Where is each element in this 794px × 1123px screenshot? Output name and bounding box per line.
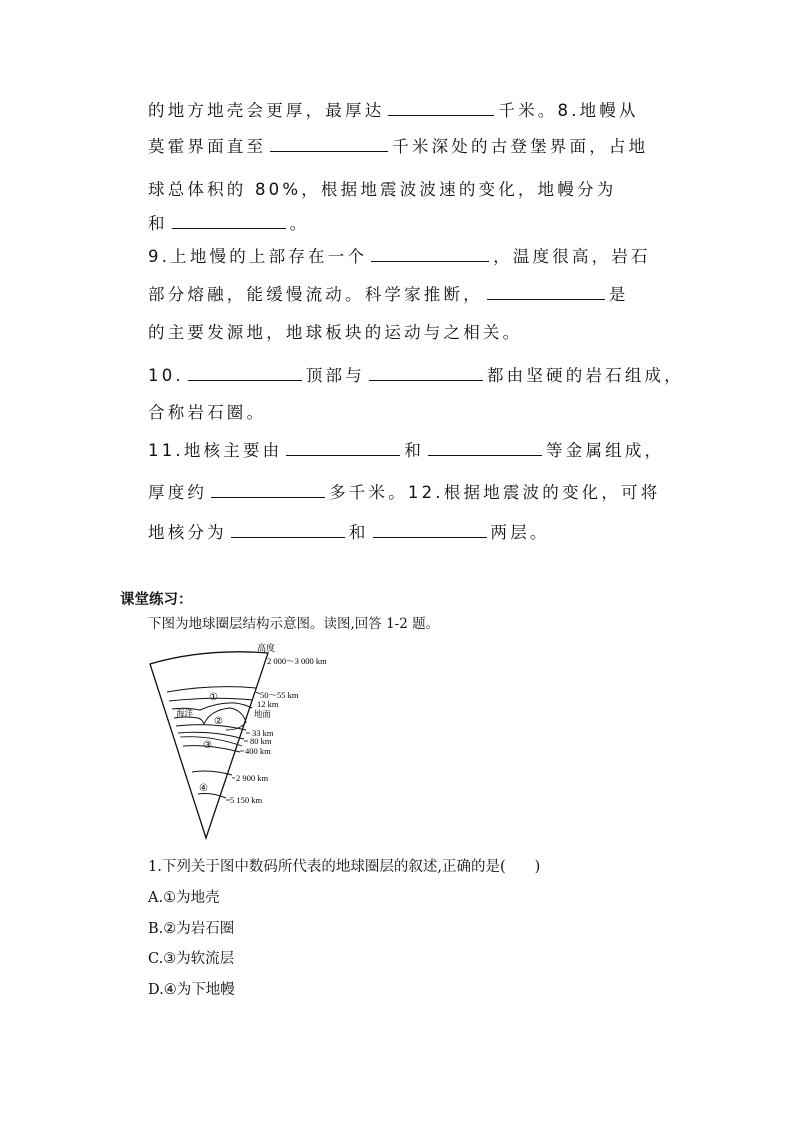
section-title: 课堂练习： [120,591,193,608]
circle-label-2: ② [214,716,223,727]
label-12km: 12 km [257,699,279,709]
label-ground: 地面 [254,709,272,719]
blank-field[interactable] [270,136,388,152]
blank-field[interactable] [371,246,489,262]
option-d[interactable]: D.④为下地幔 [148,982,235,998]
text-segment: 是 [608,285,629,304]
text-line-6 [148,284,629,306]
text-segment: 的主要发源地，地球板块的运动与之相关。 [148,323,523,342]
text-segment: 顶部与 [305,366,365,385]
label-400km: 400 km [245,746,271,756]
text-segment: 千米。8.地幔从 [498,101,639,120]
text-segment: 和 [148,214,168,233]
label-ocean: 海洋 [176,708,194,718]
blank-field[interactable] [211,482,325,498]
text-segment: 11.地核主要由 [148,441,283,460]
label-5150km: 5 150 km [230,795,263,805]
text-line-3 [148,179,616,201]
blank-field[interactable] [369,365,483,381]
text-segment: 9.上地慢的上部存在一个 [148,247,368,266]
text-line-10 [148,440,664,462]
text-segment: 都由坚硬的岩石组成， [486,366,684,385]
blank-field[interactable] [373,522,487,538]
circle-label-4: ④ [199,783,208,794]
text-line-4 [148,213,309,235]
text-segment: 部分熔融，能缓慢流动。科学家推断， [148,285,483,304]
label-2900km: 2 900 km [236,773,269,783]
boundary-2900km [192,771,232,775]
boundary-5150km [198,794,226,799]
text-segment: 和 [404,441,425,460]
blank-field[interactable] [487,284,605,300]
blank-field[interactable] [172,213,286,229]
label-50km: 50～55 km [260,690,299,700]
text-segment: 合称岩石圈。 [148,403,267,422]
text-segment: 莫霍界面直至 [148,137,267,156]
ocean-floor [174,717,204,724]
figure-intro: 下图为地球圈层结构示意图。读图,回答 1-2 题。 [148,616,440,632]
option-c[interactable]: C.③为软流层 [148,951,235,967]
circle-label-3: ③ [203,740,212,751]
text-line-8 [148,365,684,387]
top-range-label: 2 000～3 000 km [267,656,327,666]
height-label: 高度 [257,643,276,653]
label-33km: 33 km [252,728,274,738]
blank-field[interactable] [231,522,345,538]
circle-label-1: ① [209,692,218,703]
text-segment: 两层。 [490,523,550,542]
text-segment: 的地方地壳会更厚，最厚达 [148,101,385,120]
text-segment: 。 [289,214,310,233]
text-segment: ，温度很高，岩石 [493,247,651,266]
text-line-11 [148,482,660,504]
option-a[interactable]: A.①为地壳 [148,890,220,906]
option-b[interactable]: B.②为岩石圈 [148,921,235,937]
blank-field[interactable] [188,365,302,381]
text-line-9 [148,402,266,424]
text-segment: 10. [148,366,184,385]
text-line-1 [148,100,639,122]
blank-field[interactable] [428,440,542,456]
text-line-5 [148,246,651,268]
text-segment: 千米深处的古登堡界面，占地 [392,137,649,156]
blank-field[interactable] [286,440,400,456]
text-line-7 [148,322,522,344]
text-segment: 厚度约 [148,483,208,502]
text-segment: 和 [348,523,369,542]
text-line-12 [148,522,550,544]
question-stem: 1.下列关于图中数码所代表的地球圈层的叙述,正确的是( ) [148,859,541,875]
label-80km: 80 km [250,736,272,746]
blank-field[interactable] [388,100,494,116]
text-segment: 多千米。12.根据地震波的变化，可将 [329,483,661,502]
text-segment: 球总体积的 80%，根据地震波波速的变化，地幔分为 [148,180,617,199]
text-segment: 等金属组成， [546,441,665,460]
earth-layer-diagram [140,640,380,845]
text-segment: 地核分为 [148,523,227,542]
text-line-2 [148,136,648,158]
